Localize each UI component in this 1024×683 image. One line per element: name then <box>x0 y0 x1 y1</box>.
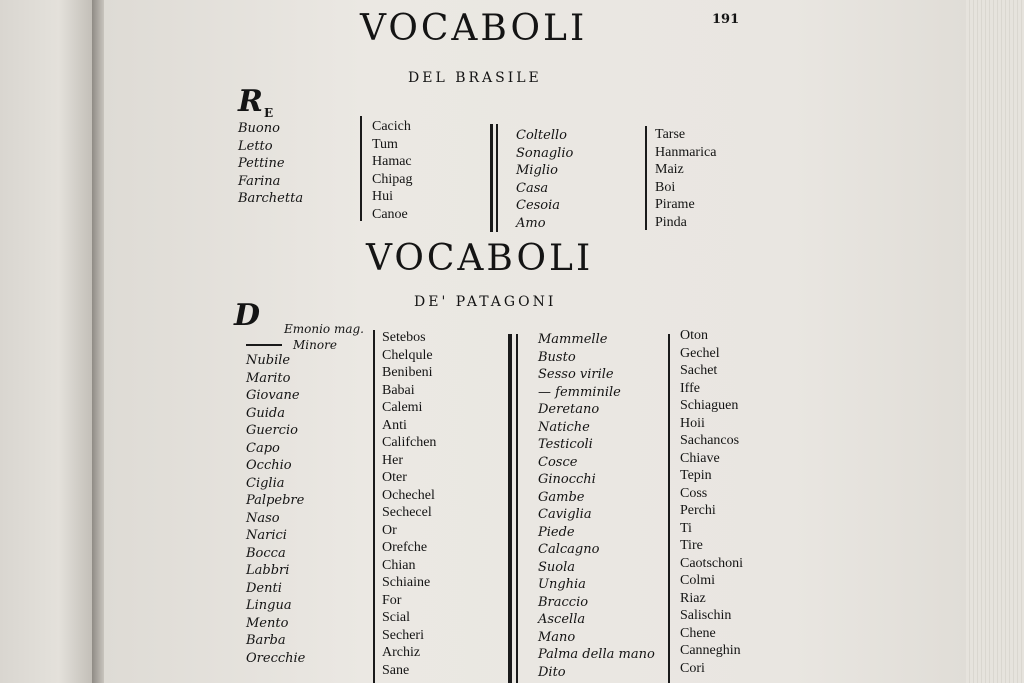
vocabulary-word: Guida <box>246 405 285 421</box>
vocabulary-word: Or <box>382 522 397 538</box>
vocabulary-word: Mento <box>246 615 289 631</box>
vocabulary-word: Chene <box>680 625 716 641</box>
vocabulary-word: Schiaine <box>382 575 431 590</box>
vocabulary-word: Buono <box>238 121 280 136</box>
vocabulary-word: Occhio <box>246 458 292 473</box>
vocabulary-word: Coss <box>680 485 708 501</box>
vocabulary-word: Nubile <box>246 353 291 368</box>
vocabulary-word: Barba <box>246 633 286 648</box>
vocabulary-word: Gechel <box>680 345 720 361</box>
vocabulary-word: Orefche <box>382 540 428 555</box>
brasile-native-column <box>372 118 412 223</box>
vocabulary-word: Hoii <box>680 415 705 431</box>
patagoni-dropcap: D <box>234 298 261 333</box>
vocabulary-word: Caviglia <box>538 507 592 522</box>
vocabulary-word: Hanmarica <box>655 144 717 160</box>
vocabulary-word: Cesoia <box>516 198 561 213</box>
vocabulary-word: Salischin <box>680 608 732 623</box>
vocabulary-word: Denti <box>246 580 282 596</box>
patagoni-native-column-2 <box>680 327 743 677</box>
left-page <box>0 0 98 683</box>
vocabulary-word: Oter <box>382 470 407 485</box>
vocabulary-word: Hui <box>372 189 393 204</box>
vocabulary-word: Amo <box>516 215 546 231</box>
vocabulary-word: Cori <box>680 660 705 676</box>
vocabulary-word: — femminile <box>538 384 621 400</box>
vocabulary-word: Calemi <box>382 400 423 415</box>
vocabulary-word: Perchi <box>680 503 716 518</box>
vocabulary-word: Giovane <box>246 388 300 403</box>
page-number: 191 <box>712 12 740 27</box>
column-rule-thick <box>490 124 493 232</box>
vocabulary-word: Chelqule <box>382 347 433 363</box>
vocabulary-word: Letto <box>238 138 273 154</box>
vocabulary-word: Oton <box>680 328 708 343</box>
column-rule <box>373 330 375 683</box>
vocabulary-word: Secheri <box>382 627 424 643</box>
patagoni-native-column <box>382 329 436 679</box>
vocabulary-word: Sachancos <box>680 433 740 448</box>
vocabulary-word: Miglio <box>516 163 558 178</box>
vocabulary-word: Capo <box>246 440 280 456</box>
vocabulary-word: Chipag <box>372 171 413 187</box>
vocabulary-word: Sesso virile <box>538 367 614 382</box>
vocabulary-word: Ochechel <box>382 487 435 503</box>
vocabulary-word: Caotschoni <box>680 555 743 571</box>
patagoni-title: VOCABOLI <box>366 238 594 279</box>
vocabulary-word: Sachet <box>680 363 718 378</box>
vocabulary-word: Iffe <box>680 380 700 396</box>
vocabulary-word: Canneghin <box>680 643 741 658</box>
vocabulary-word: Califchen <box>382 435 437 450</box>
column-rule <box>645 126 647 230</box>
patagoni-dropcap-rest: Emonio mag. <box>284 322 364 336</box>
vocabulary-word: Braccio <box>538 594 589 610</box>
vocabulary-word: Guercio <box>246 423 298 438</box>
brasile-italian-column-2 <box>516 127 573 232</box>
vocabulary-word: Hamac <box>372 154 412 169</box>
vocabulary-word: Lingua <box>246 598 292 613</box>
vocabulary-word: Bocca <box>246 545 286 561</box>
brasile-subtitle: DEL BRASILE <box>408 70 542 86</box>
vocabulary-word: Mano <box>538 629 576 645</box>
vocabulary-word: Labbri <box>246 563 290 578</box>
column-rule-thick <box>508 334 512 683</box>
brasile-dropcap-rest: E <box>264 106 274 120</box>
patagoni-italian-column <box>246 352 305 667</box>
vocabulary-word: Marito <box>246 370 291 386</box>
vocabulary-word: Ti <box>680 520 692 536</box>
vocabulary-word: Boi <box>655 179 676 195</box>
vocabulary-word: Calcagno <box>538 542 600 557</box>
ditto-dash <box>246 344 282 346</box>
brasile-italian-column <box>238 120 303 208</box>
vocabulary-word: Archiz <box>382 645 421 660</box>
column-rule-thin <box>516 334 518 683</box>
vocabulary-word: Sechecel <box>382 505 432 520</box>
brasile-title: VOCABOLI <box>360 8 588 49</box>
vocabulary-word: Ciglia <box>246 475 285 491</box>
vocabulary-word: Busto <box>538 349 576 365</box>
vocabulary-word: Babai <box>382 382 415 398</box>
vocabulary-word: Ginocchi <box>538 472 596 487</box>
vocabulary-word: Setebos <box>382 330 426 345</box>
vocabulary-word: Chiave <box>680 450 720 466</box>
vocabulary-word: Colmi <box>680 573 716 588</box>
column-rule <box>668 334 670 683</box>
vocabulary-word: Pinda <box>655 214 687 230</box>
vocabulary-word: Gambe <box>538 489 585 505</box>
vocabulary-word: Palpebre <box>246 493 305 508</box>
vocabulary-word: Coltello <box>516 128 567 143</box>
brasile-native-column-2 <box>655 126 716 231</box>
vocabulary-word: Natiche <box>538 419 590 435</box>
vocabulary-word: Ascella <box>538 612 586 627</box>
vocabulary-word: Farina <box>238 173 281 189</box>
book-page <box>104 0 966 683</box>
vocabulary-word: Naso <box>246 510 280 526</box>
vocabulary-word: Deretano <box>538 402 600 417</box>
page-edges <box>966 0 1024 683</box>
vocabulary-word: Suola <box>538 559 576 575</box>
vocabulary-word: Palma della mano <box>538 647 655 662</box>
vocabulary-word: Maiz <box>655 162 684 177</box>
vocabulary-word: Dito <box>538 664 566 680</box>
vocabulary-word: Benibeni <box>382 365 433 380</box>
vocabulary-word: Testicoli <box>538 437 593 452</box>
vocabulary-word: Riaz <box>680 590 706 606</box>
vocabulary-word: Casa <box>516 180 549 196</box>
vocabulary-word: Her <box>382 452 403 468</box>
patagoni-minore: Minore <box>293 338 337 352</box>
vocabulary-word: Schiaguen <box>680 398 739 413</box>
vocabulary-word: Sonaglio <box>516 145 574 161</box>
vocabulary-word: Tire <box>680 538 703 553</box>
vocabulary-word: Unghia <box>538 577 586 592</box>
vocabulary-word: Cacich <box>372 119 411 134</box>
column-rule <box>360 116 362 221</box>
vocabulary-word: Scial <box>382 610 410 625</box>
vocabulary-word: Chian <box>382 557 416 573</box>
patagoni-subtitle: DE' PATAGONI <box>414 294 557 310</box>
vocabulary-word: Narici <box>246 528 287 543</box>
vocabulary-word: Anti <box>382 417 407 433</box>
vocabulary-word: For <box>382 592 402 608</box>
vocabulary-word: Sane <box>382 662 410 678</box>
vocabulary-word: Mammelle <box>538 332 608 347</box>
vocabulary-word: Tepin <box>680 468 712 483</box>
vocabulary-word: Pirame <box>655 197 695 212</box>
vocabulary-word: Orecchie <box>246 650 306 666</box>
vocabulary-word: Piede <box>538 524 575 540</box>
vocabulary-word: Pettine <box>238 156 285 171</box>
vocabulary-word: Tarse <box>655 127 686 142</box>
column-rule-thin <box>496 124 498 232</box>
vocabulary-word: Tum <box>372 136 398 152</box>
vocabulary-word: Cosce <box>538 454 578 470</box>
brasile-dropcap: R <box>238 84 263 119</box>
vocabulary-word: Canoe <box>372 206 408 222</box>
patagoni-italian-column-2 <box>538 331 655 681</box>
vocabulary-word: Barchetta <box>238 191 304 206</box>
